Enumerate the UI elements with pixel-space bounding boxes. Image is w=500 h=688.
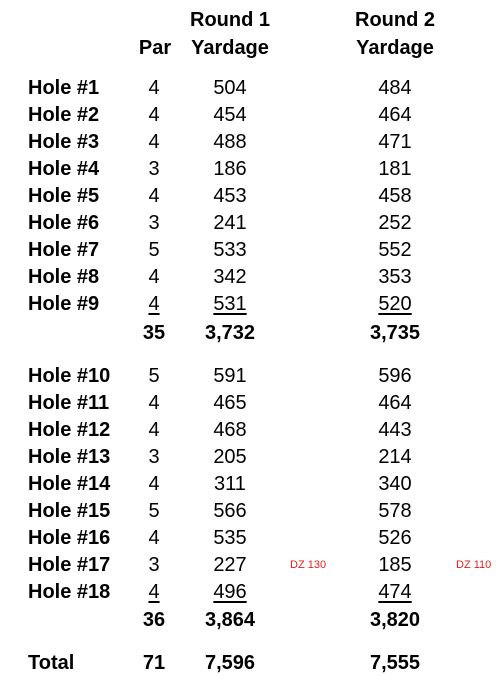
- round2-yardage: 443: [378, 419, 412, 441]
- round2-yardage: 353: [378, 266, 412, 288]
- table-row: [0, 444, 500, 471]
- round2-yardage: 252: [378, 212, 412, 234]
- par-value: 4: [148, 527, 160, 549]
- round1-yardage: 342: [213, 266, 247, 288]
- par-value: 3: [148, 158, 160, 180]
- hole-label: Hole #17: [28, 554, 111, 576]
- table-row: [0, 417, 500, 444]
- round1-yardage: 465: [213, 392, 247, 414]
- round1-yardage: 454: [213, 104, 247, 126]
- table-row: [0, 291, 500, 318]
- round2-yardage: 526: [378, 527, 412, 549]
- round1-total: 7,596: [204, 652, 256, 674]
- round1-total: 3,732: [204, 322, 256, 344]
- par-value: 4: [148, 392, 160, 414]
- round1-yardage: 186: [213, 158, 247, 180]
- round1-yardage: 533: [213, 239, 247, 261]
- par-value: 4: [148, 473, 160, 495]
- dz-note-round2: DZ 110: [456, 559, 492, 571]
- grand-total-row: [0, 650, 500, 677]
- round2-total: 3,820: [369, 609, 421, 631]
- round1-yardage: 504: [213, 77, 247, 99]
- round2-yardage: 578: [378, 500, 412, 522]
- back-nine-subtotal-row: [0, 607, 500, 634]
- par-value: 5: [148, 239, 160, 261]
- par-value: 4: [148, 293, 160, 315]
- round1-yardage: 468: [213, 419, 247, 441]
- hole-label: Hole #1: [28, 77, 100, 99]
- round2-yardage: 340: [378, 473, 412, 495]
- round2-yardage: 484: [378, 77, 412, 99]
- round2-yardage: 474: [378, 581, 412, 603]
- round2-yardage: 185: [378, 554, 412, 576]
- par-value: 4: [148, 131, 160, 153]
- round2-yardage: 464: [378, 392, 412, 414]
- round2-yardage: 520: [378, 293, 412, 315]
- par-total: 35: [142, 322, 166, 344]
- par-value: 3: [148, 446, 160, 468]
- table-row: [0, 210, 500, 237]
- hole-label: Hole #16: [28, 527, 111, 549]
- table-row: [0, 579, 500, 606]
- round2-total: 7,555: [369, 652, 421, 674]
- par-value: 4: [148, 185, 160, 207]
- hole-label: Hole #5: [28, 185, 100, 207]
- front-nine-subtotal-row: [0, 320, 500, 347]
- round1-yardage: 591: [213, 365, 247, 387]
- hole-label: Hole #15: [28, 500, 111, 522]
- table-row: [0, 156, 500, 183]
- round2-yardage: 596: [378, 365, 412, 387]
- par-value: 4: [148, 581, 160, 603]
- round2-yardage: 214: [378, 446, 412, 468]
- table-row: [0, 102, 500, 129]
- round1-yardage: 531: [213, 293, 247, 315]
- par-total: 71: [142, 652, 166, 674]
- table-row: [0, 525, 500, 552]
- table-row: [0, 129, 500, 156]
- hole-label: Hole #3: [28, 131, 100, 153]
- table-row: [0, 75, 500, 102]
- par-value: 5: [148, 365, 160, 387]
- hole-label: Hole #12: [28, 419, 111, 441]
- table-row: [0, 363, 500, 390]
- hole-label: Hole #11: [28, 392, 110, 414]
- round2-yardage: 181: [378, 158, 412, 180]
- par-value: 3: [148, 212, 160, 234]
- round2-yardage: 458: [378, 185, 412, 207]
- header-round2-yardage: Round 2 Yardage: [355, 9, 435, 59]
- round1-yardage: 535: [213, 527, 247, 549]
- hole-label: Hole #6: [28, 212, 100, 234]
- round1-yardage: 311: [214, 473, 246, 495]
- round1-yardage: 453: [213, 185, 247, 207]
- par-total: 36: [142, 609, 166, 631]
- hole-label: Hole #7: [28, 239, 100, 261]
- hole-label: Hole #13: [28, 446, 111, 468]
- hole-label: Hole #4: [28, 158, 100, 180]
- par-value: 4: [148, 77, 160, 99]
- round2-total: 3,735: [369, 322, 421, 344]
- hole-label: Hole #2: [28, 104, 100, 126]
- round1-yardage: 205: [213, 446, 247, 468]
- round1-yardage: 566: [213, 500, 247, 522]
- round1-yardage: 488: [213, 131, 247, 153]
- dz-note-round1: DZ 130: [290, 559, 327, 571]
- round2-yardage: 471: [378, 131, 412, 153]
- header-round1-yardage: Round 1 Yardage: [190, 9, 270, 59]
- round1-total: 3,864: [204, 609, 256, 631]
- round1-yardage: 496: [213, 581, 247, 603]
- table-row: [0, 471, 500, 498]
- hole-label: Hole #9: [28, 293, 100, 315]
- par-value: 4: [148, 419, 160, 441]
- table-row: [0, 498, 500, 525]
- round1-yardage: 227: [213, 554, 247, 576]
- header-par: Par: [138, 37, 172, 59]
- hole-label: Hole #10: [28, 365, 111, 387]
- table-row: [0, 390, 500, 417]
- hole-label: Hole #8: [28, 266, 100, 288]
- par-value: 4: [148, 266, 160, 288]
- hole-label: Hole #18: [28, 581, 111, 603]
- table-row: [0, 183, 500, 210]
- par-value: 3: [148, 554, 160, 576]
- hole-label: Hole #14: [28, 473, 111, 495]
- par-value: 4: [148, 104, 160, 126]
- table-row: [0, 237, 500, 264]
- table-row: [0, 552, 500, 579]
- round1-yardage: 241: [213, 212, 247, 234]
- par-value: 5: [148, 500, 160, 522]
- total-label: Total: [28, 652, 75, 674]
- round2-yardage: 464: [378, 104, 412, 126]
- table-row: [0, 264, 500, 291]
- round2-yardage: 552: [378, 239, 412, 261]
